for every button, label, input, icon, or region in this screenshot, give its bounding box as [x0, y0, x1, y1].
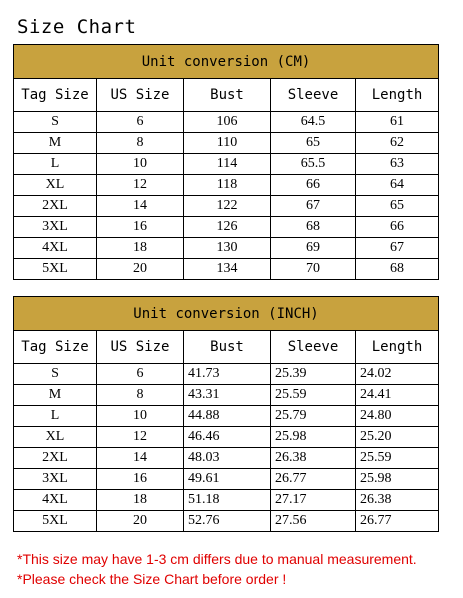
table-cell: 26.38	[356, 490, 439, 511]
table-cell: 46.46	[184, 427, 271, 448]
table-cell: S	[14, 112, 97, 133]
table-cell: 25.59	[356, 448, 439, 469]
table-row	[14, 154, 439, 175]
table-cell: 6	[97, 364, 184, 385]
table-cell: 5XL	[14, 259, 97, 280]
table-cell: 10	[97, 406, 184, 427]
table-cell: 67	[356, 238, 439, 259]
table-cell: 25.79	[271, 406, 356, 427]
table-row	[14, 196, 439, 217]
table-row	[14, 406, 439, 427]
column-header: Sleeve	[271, 331, 356, 364]
table-cell: 70	[271, 259, 356, 280]
column-header: Length	[356, 331, 439, 364]
table-cell: 14	[97, 196, 184, 217]
table-cell: 26.38	[271, 448, 356, 469]
table-cell: L	[14, 154, 97, 175]
table-cell: 16	[97, 217, 184, 238]
cm-size-table	[13, 44, 439, 280]
table-cell: 12	[97, 175, 184, 196]
cm-table-heading: Unit conversion (CM)	[14, 45, 439, 79]
column-header: Bust	[184, 79, 271, 112]
table-row	[14, 217, 439, 238]
table-cell: XL	[14, 175, 97, 196]
column-header: US Size	[97, 331, 184, 364]
table-cell: 68	[356, 259, 439, 280]
table-cell: 44.88	[184, 406, 271, 427]
table-cell: 20	[97, 259, 184, 280]
table-cell: 69	[271, 238, 356, 259]
table-cell: 3XL	[14, 217, 97, 238]
table-cell: 65.5	[271, 154, 356, 175]
table-cell: M	[14, 385, 97, 406]
table-cell: 4XL	[14, 238, 97, 259]
measurement-note: *This size may have 1-3 cm differs due to manual measurement.	[17, 551, 417, 567]
table-cell: 4XL	[14, 490, 97, 511]
table-cell: 106	[184, 112, 271, 133]
table-cell: 14	[97, 448, 184, 469]
table-cell: 43.31	[184, 385, 271, 406]
table-cell: 8	[97, 385, 184, 406]
column-header: Length	[356, 79, 439, 112]
table-cell: 41.73	[184, 364, 271, 385]
table-row	[14, 427, 439, 448]
table-cell: 114	[184, 154, 271, 175]
table-cell: 16	[97, 469, 184, 490]
table-cell: M	[14, 133, 97, 154]
table-cell: 61	[356, 112, 439, 133]
table-cell: 65	[356, 196, 439, 217]
table-cell: 122	[184, 196, 271, 217]
table-cell: L	[14, 406, 97, 427]
column-header: Bust	[184, 331, 271, 364]
table-cell: 24.80	[356, 406, 439, 427]
table-cell: 2XL	[14, 196, 97, 217]
table-cell: S	[14, 364, 97, 385]
table-cell: 67	[271, 196, 356, 217]
inch-table-heading: Unit conversion (INCH)	[14, 297, 439, 331]
check-chart-note: *Please check the Size Chart before order !	[17, 571, 287, 587]
table-cell: 27.56	[271, 511, 356, 532]
table-row	[14, 385, 439, 406]
table-cell: 52.76	[184, 511, 271, 532]
table-cell: 48.03	[184, 448, 271, 469]
table-cell: 118	[184, 175, 271, 196]
column-header: Sleeve	[271, 79, 356, 112]
table-cell: 2XL	[14, 448, 97, 469]
table-cell: 126	[184, 217, 271, 238]
table-cell: 27.17	[271, 490, 356, 511]
table-cell: 130	[184, 238, 271, 259]
table-row	[14, 364, 439, 385]
table-cell: 25.98	[356, 469, 439, 490]
table-cell: 8	[97, 133, 184, 154]
table-row	[14, 133, 439, 154]
table-cell: 24.02	[356, 364, 439, 385]
table-row	[14, 238, 439, 259]
table-cell: XL	[14, 427, 97, 448]
table-cell: 51.18	[184, 490, 271, 511]
table-cell: 5XL	[14, 511, 97, 532]
table-row	[14, 259, 439, 280]
table-row	[14, 175, 439, 196]
table-cell: 18	[97, 238, 184, 259]
table-cell: 25.59	[271, 385, 356, 406]
inch-size-table	[13, 296, 439, 532]
table-cell: 110	[184, 133, 271, 154]
table-cell: 65	[271, 133, 356, 154]
table-cell: 25.20	[356, 427, 439, 448]
table-row	[14, 469, 439, 490]
table-cell: 24.41	[356, 385, 439, 406]
table-cell: 12	[97, 427, 184, 448]
table-cell: 49.61	[184, 469, 271, 490]
table-cell: 25.98	[271, 427, 356, 448]
table-row	[14, 511, 439, 532]
table-cell: 134	[184, 259, 271, 280]
table-cell: 62	[356, 133, 439, 154]
table-cell: 18	[97, 490, 184, 511]
table-cell: 66	[356, 217, 439, 238]
table-row	[14, 112, 439, 133]
table-cell: 64.5	[271, 112, 356, 133]
table-cell: 3XL	[14, 469, 97, 490]
table-cell: 20	[97, 511, 184, 532]
table-cell: 66	[271, 175, 356, 196]
table-cell: 64	[356, 175, 439, 196]
table-cell: 10	[97, 154, 184, 175]
column-header: Tag Size	[14, 79, 97, 112]
table-cell: 6	[97, 112, 184, 133]
table-cell: 26.77	[356, 511, 439, 532]
table-cell: 68	[271, 217, 356, 238]
column-header: Tag Size	[14, 331, 97, 364]
table-cell: 25.39	[271, 364, 356, 385]
table-row	[14, 490, 439, 511]
table-cell: 26.77	[271, 469, 356, 490]
table-row	[14, 448, 439, 469]
page-title: Size Chart	[17, 16, 137, 38]
table-cell: 63	[356, 154, 439, 175]
column-header: US Size	[97, 79, 184, 112]
